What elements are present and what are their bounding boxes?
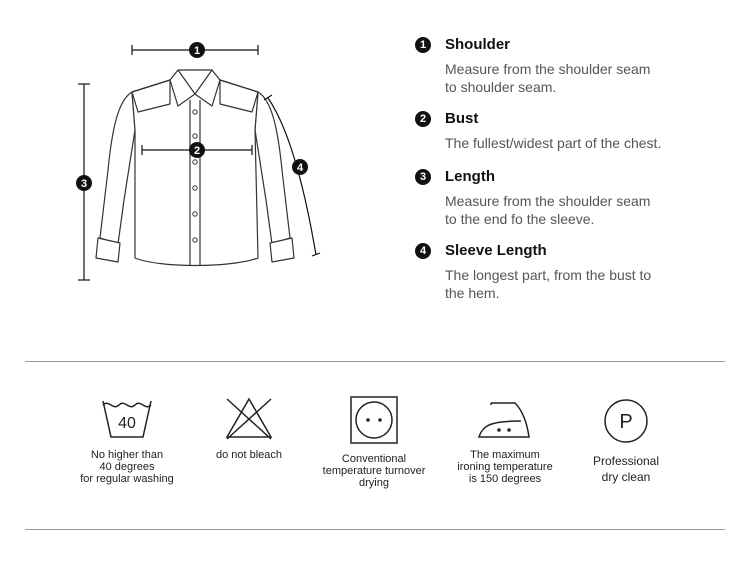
marker-2: 2	[193, 145, 201, 157]
right-sleeve	[255, 92, 290, 244]
care-wash	[62, 395, 192, 485]
measure-shoulder	[415, 34, 735, 108]
measure-desc: Measure from the shoulder seam to shoulder seam.	[445, 61, 651, 95]
measure-title: Length	[445, 168, 495, 185]
care-label: Professional dry clean	[592, 454, 660, 484]
measure-desc: Measure from the shoulder seam to the end fo the sleeve.	[445, 193, 651, 227]
measure-bust	[415, 108, 735, 166]
measure-title: Sleeve Length	[445, 242, 547, 259]
care-dry	[309, 395, 439, 489]
dry-clean-letter: P	[619, 411, 633, 433]
measure-title: Bust	[445, 110, 479, 127]
measure-number: 4	[415, 243, 431, 259]
bottom-divider	[25, 529, 725, 530]
left-sleeve	[100, 92, 135, 244]
care-label: do not bleach	[215, 449, 283, 461]
dry-clean-p-icon	[601, 395, 651, 445]
iron-medium-icon	[477, 395, 533, 441]
left-cuff	[96, 238, 120, 262]
tumble-dry-icon	[349, 395, 399, 445]
marker-3: 3	[80, 178, 88, 190]
marker-4: 4	[296, 162, 304, 174]
measure-number: 3	[415, 169, 431, 185]
measure-number: 1	[415, 37, 431, 53]
measure-sleeve-length	[415, 240, 735, 310]
measure-length	[415, 166, 735, 240]
wash-40-icon	[101, 395, 153, 441]
right-cuff	[270, 238, 294, 262]
care-bleach	[184, 395, 314, 461]
shirt-diagram	[0, 0, 380, 320]
measure-title: Shoulder	[445, 36, 511, 53]
care-label: The maximum ironing temperature is 150 degrees	[457, 449, 553, 485]
measure-number: 2	[415, 111, 431, 127]
marker-1: 1	[193, 45, 201, 57]
measure-desc: The longest part, from the bust to the hem.	[445, 267, 652, 301]
care-label: Conventional temperature turnover drying	[322, 453, 426, 489]
care-dryclean	[561, 395, 691, 485]
measure-desc: The fullest/widest part of the chest.	[445, 135, 662, 151]
measurement-list	[415, 34, 735, 310]
care-label: No higher than 40 degrees for regular washing	[80, 449, 174, 485]
wash-temp: 40	[118, 415, 136, 432]
care-iron	[440, 395, 570, 485]
top-divider	[25, 361, 725, 362]
no-bleach-icon	[223, 395, 275, 441]
